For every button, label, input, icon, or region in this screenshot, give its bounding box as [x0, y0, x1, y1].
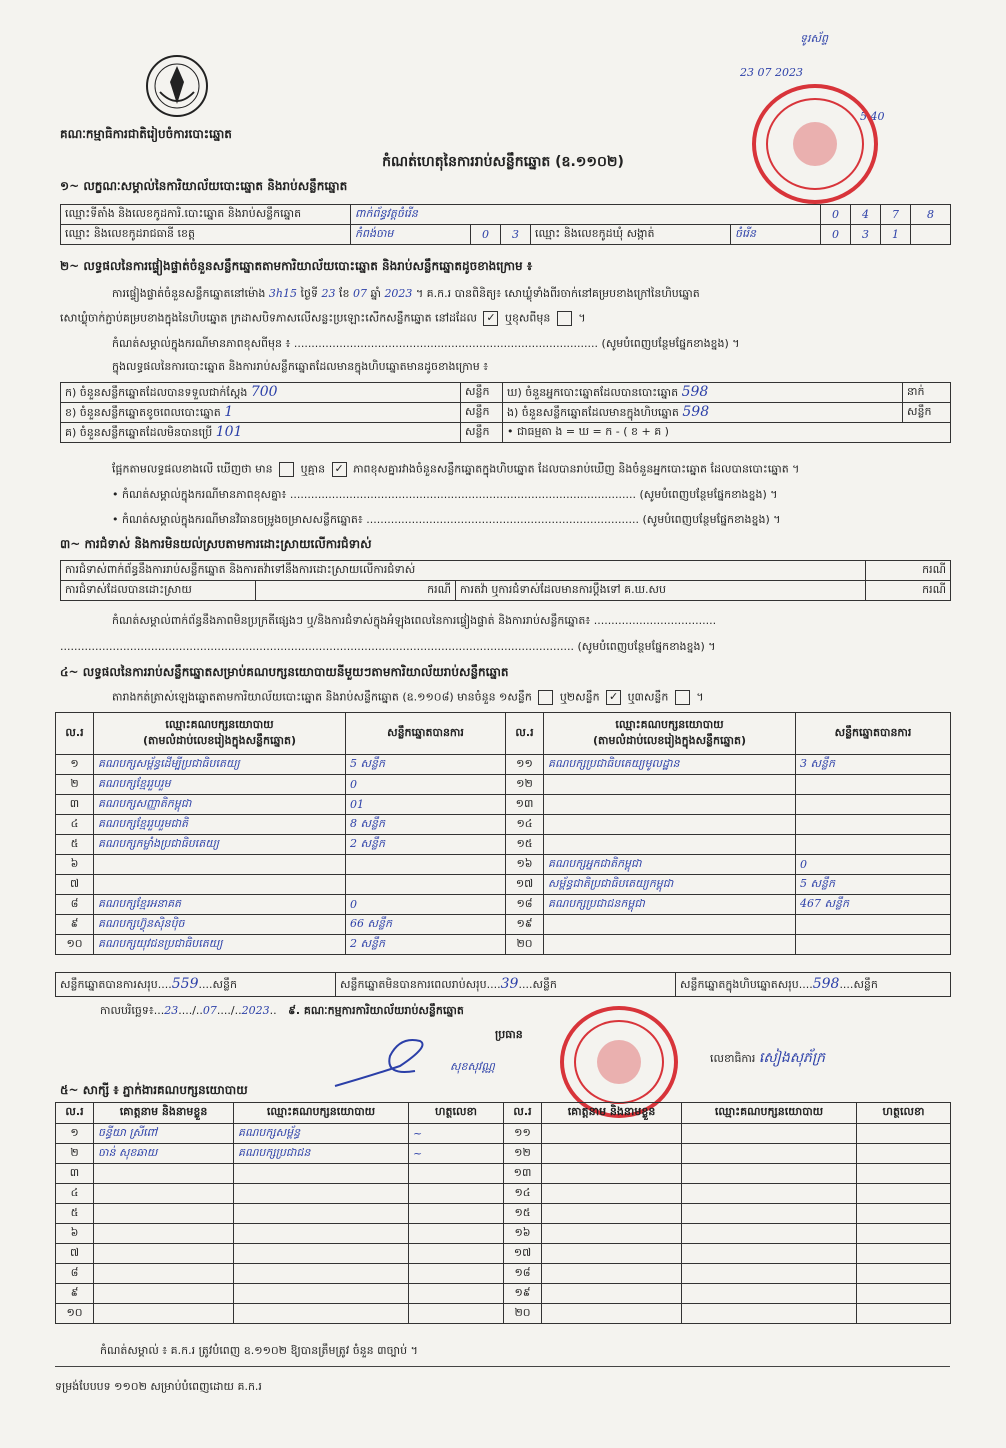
witness-party — [682, 1144, 857, 1164]
party-votes — [796, 835, 951, 855]
nec-emblem-icon — [140, 52, 214, 118]
site-code-2: 4 — [851, 205, 881, 225]
party-no: ២០ — [506, 935, 544, 955]
party-name — [544, 775, 796, 795]
hw-top-date: 23 07 2023 — [740, 66, 803, 79]
witness-no: ៣ — [56, 1164, 94, 1184]
witness-signature — [409, 1304, 504, 1324]
party-name — [94, 855, 346, 875]
party-votes — [796, 915, 951, 935]
verify-day: 23 — [321, 287, 336, 300]
party-name: គណបក្សខ្មែររួបរួម — [94, 775, 346, 795]
seal-check-line: សោឃ្លុំចាក់ភ្ជាប់គម្របខាងក្នុងនៃហិបឆ្នោត ក្រដាសបិទភាសលើសន្លះប្រឡោះសើកសន្លឹកឆ្នោត នៅដដែល ✓ ឬខុសពីមុន ។ — [60, 311, 586, 325]
table-row — [56, 775, 951, 795]
party-name — [544, 935, 796, 955]
table-row — [56, 875, 951, 895]
footer-text: ទម្រង់បែបបទ ១១០២ សម្រាប់បំពេញដោយ គ.ក.រ — [55, 1380, 262, 1393]
province-label: ឈ្មោះ និងលេខកូដរាជធានី ខេត្ត — [61, 225, 351, 245]
witness-name — [94, 1164, 234, 1184]
province-code-2: 3 — [501, 225, 531, 245]
witness-name — [94, 1284, 234, 1304]
commune-code-1: 0 — [821, 225, 851, 245]
total-in-box: 598 — [812, 975, 840, 992]
witness-no: ៧ — [56, 1244, 94, 1264]
witness-no: ១៦ — [504, 1224, 542, 1244]
verify-month: 07 — [352, 287, 367, 300]
witness-no: ១៧ — [504, 1244, 542, 1264]
witness-name — [542, 1264, 682, 1284]
spoiled-ballots: 1 — [224, 403, 234, 420]
party-votes: 3 សន្លឹក — [796, 755, 951, 775]
witness-party — [234, 1244, 409, 1264]
witness-signature — [409, 1204, 504, 1224]
witness-party — [682, 1184, 857, 1204]
witness-party — [682, 1244, 857, 1264]
witness-signature — [857, 1124, 951, 1144]
date-line: កាលបរិច្ឆេទ៖...23..../..07..../..2023.. ៩. គណៈកម្មការការិយាល័យរាប់សន្លឹកឆ្នោត — [100, 1004, 464, 1017]
total-valid: 559 — [171, 975, 199, 992]
party-no: ១០ — [56, 935, 94, 955]
party-votes — [346, 875, 506, 895]
same-checkbox[interactable]: ✓ — [483, 311, 498, 326]
table-row — [56, 1284, 951, 1304]
witness-name — [94, 1244, 234, 1264]
witness-signature — [857, 1144, 951, 1164]
witness-party — [234, 1224, 409, 1244]
hw-top-time: 5.40 — [860, 110, 885, 123]
witness-signature — [857, 1164, 951, 1184]
diff-note-line: កំណត់សម្គាល់ក្នុងករណីមានភាពខុសពីមុន ៖ ....................................................................................... (សូមបំពេញបន្ថែមផ្នែកខាងខ្នង) ។ — [112, 337, 740, 350]
witness-name — [542, 1284, 682, 1304]
table-row — [56, 1184, 951, 1204]
irregularity-fill: ................................................................................................................................................... (សូមបំពេញបន្ថែមផ្នែកខាងខ្នង) ។ — [60, 640, 716, 653]
party-name — [94, 875, 346, 895]
party-no: ៥ — [56, 835, 94, 855]
party-no: ១៥ — [506, 835, 544, 855]
party-no: ២ — [56, 775, 94, 795]
no-diff-checkbox[interactable]: ✓ — [332, 462, 347, 477]
party-no: ៣ — [56, 795, 94, 815]
witness-party — [234, 1304, 409, 1324]
party-votes — [796, 815, 951, 835]
party-name: គណបក្សប្រជាធិបតេយ្យមូលដ្ឋាន — [544, 755, 796, 775]
party-votes: 8 សន្លឹក — [346, 815, 506, 835]
secretary-line: លេខាធិការ សៀងសុភ័ក្រ — [710, 1050, 825, 1066]
discrepancy-line: ផ្អែកតាមលទ្ធផលខាងលើ ឃើញថា មាន ឬគ្មាន ✓ ភាពខុសគ្នារវាងចំនួនសន្លឹកឆ្នោតក្នុងហិបឆ្នោត ដែលបានរាប់ឃើញ និងចំនួនអ្នកបោះឆ្នោត ដែលបានបោះឆ្នោត ។ — [112, 462, 800, 476]
witness-no: ១២ — [504, 1144, 542, 1164]
witness-no: ២០ — [504, 1304, 542, 1324]
ballots-in-box: 598 — [682, 403, 710, 420]
witness-signature — [409, 1184, 504, 1204]
witness-name — [542, 1224, 682, 1244]
party-no: ១៤ — [506, 815, 544, 835]
diff-bullet-1: • កំណត់សម្គាល់ក្នុងករណីមានភាពខុសគ្នា៖ ................................................................................................... (សូមបំពេញបន្ថែមផ្នែកខាងខ្នង) ។ — [112, 488, 778, 501]
party-no: ៧ — [56, 875, 94, 895]
hw-top-note: ទូរស័ព្ទ — [800, 32, 828, 45]
party-votes: 0 — [346, 775, 506, 795]
table-row — [56, 895, 951, 915]
table-row — [56, 1204, 951, 1224]
witness-party — [682, 1264, 857, 1284]
party-no: ៩ — [56, 915, 94, 935]
party-votes — [796, 775, 951, 795]
witness-no: ១៥ — [504, 1204, 542, 1224]
witness-party — [682, 1304, 857, 1324]
party-votes: 5 សន្លឹក — [796, 875, 951, 895]
party-no: ៤ — [56, 815, 94, 835]
irregularity-note: កំណត់សម្គាល់ពាក់ព័ន្ធនឹងភាពមិនប្រក្រតីផ្សេងៗ ឬ/និងការជំទាស់ក្នុងអំឡុងពេលនៃការផ្ទៀងផ្ទាត់ និងការរាប់សន្លឹកឆ្នោត៖ ................................... — [112, 614, 717, 627]
party-no: ១៨ — [506, 895, 544, 915]
chair-signature: សុខសុវណ្ណ — [450, 1060, 495, 1073]
witness-party — [682, 1124, 857, 1144]
witness-no: ៤ — [56, 1184, 94, 1204]
two-sheet-checkbox[interactable]: ✓ — [606, 690, 621, 705]
witness-party: គណបក្សប្រជាជន — [234, 1144, 409, 1164]
verify-year: 2023 — [384, 287, 413, 300]
witness-party — [234, 1284, 409, 1304]
witness-name: ចាន់ សុខឆាយ — [94, 1144, 234, 1164]
section3-title: ៣~ ការជំទាស់ និងការមិនយល់ស្របតាមការដោះស្រាយលើការជំទាស់ — [60, 537, 372, 551]
three-sheet-checkbox[interactable] — [675, 690, 690, 705]
witness-signature — [409, 1284, 504, 1304]
table-row — [56, 795, 951, 815]
party-votes: 0 — [796, 855, 951, 875]
table-row — [56, 935, 951, 955]
witness-name — [542, 1304, 682, 1324]
total-invalid: 39 — [500, 975, 519, 992]
unused-ballots: 101 — [215, 423, 243, 440]
witness-signature — [857, 1284, 951, 1304]
witness-table: ល.រ គោត្តនាម និងនាមខ្លួន ឈ្មោះគណបក្សនយោបាយ ហត្ថលេខា ល.រ គោត្តនាម និងនាមខ្លួន ឈ្មោះគណបក្សនយោបាយ ហត្ថលេខា ១ ចន្ធីយា ស្រីពៅ គណបក្សសម្ព័ន្ធ ~ ១១ ២ ចាន់ សុខឆាយ គណបក្សប្រជាជន ~ ១២ ៣ ១៣ ៤ ១៤ ៥ ១៥ ៦ ១៦ ៧ ១៧ ៨ ១៨ ៩ ១៩ ១០ ២០ — [55, 1102, 951, 1324]
table-row — [56, 815, 951, 835]
witness-name — [94, 1264, 234, 1284]
objection-resolved: ការជំទាស់ដែលបានដោះស្រាយ — [61, 581, 256, 601]
verify-time: 3h15 — [268, 287, 297, 300]
witness-name — [542, 1164, 682, 1184]
objection-table: ការជំទាស់ពាក់ព័ន្ធនឹងការរាប់សន្លឹកឆ្នោត និងការតវ៉ាទៅនឹងការដោះស្រាយលើការជំទាស់ ករណី ការជំទាស់ដែលបានដោះស្រាយ ករណី ការតវ៉ា ឬការជំទាស់ដែលមានការប្តឹងទៅ គ.ឃ.សប ករណី — [60, 560, 951, 601]
party-name: គណបក្សហ៊្វុនស៊ិនប៉ិច — [94, 915, 346, 935]
witness-signature — [857, 1204, 951, 1224]
party-no: ១១ — [506, 755, 544, 775]
witness-signature — [409, 1224, 504, 1244]
witness-no: ៥ — [56, 1204, 94, 1224]
table-row — [56, 1264, 951, 1284]
witness-party — [234, 1204, 409, 1224]
verify-time-line: ការផ្ទៀងផ្ទាត់ចំនួនសន្លឹកឆ្នោតនៅម៉ោង 3h15 ថ្ងៃទី 23 ខែ 07 ឆ្នាំ 2023 ។ គ.ក.រ បានពិនិត្យ៖ សោឃ្លុំទាំងពីរចាក់នៅគម្របខាងក្រៅនៃហិបឆ្នោត — [112, 287, 700, 300]
party-votes: 66 សន្លឹក — [346, 915, 506, 935]
official-stamp-top — [752, 84, 878, 204]
formula: • ជាធម្មតា ង = ឃ = ក - ( ខ + គ ) — [503, 423, 951, 443]
table-row — [56, 1244, 951, 1264]
party-name: គណបក្សខ្មែររួបរួមជាតិ — [94, 815, 346, 835]
one-sheet-checkbox[interactable] — [538, 690, 553, 705]
commune-code-3: 1 — [881, 225, 911, 245]
party-name — [544, 795, 796, 815]
party-votes: 0 — [346, 895, 506, 915]
party-votes: 467 សន្លឹក — [796, 895, 951, 915]
section5-title: ៥~ សាក្សី ៖ ភ្នាក់ងារគណបក្សនយោបាយ — [60, 1083, 248, 1097]
witness-name — [94, 1204, 234, 1224]
party-no: ១២ — [506, 775, 544, 795]
objection-appealed: ការតវ៉ា ឬការជំទាស់ដែលមានការប្តឹងទៅ គ.ឃ.សប — [456, 581, 866, 601]
form-title: កំណត់ហេតុនៃការរាប់សន្លឹកឆ្នោត (ឧ.១១០២) — [382, 154, 624, 170]
section1-title: ១~ លក្ខណៈសម្គាល់នៃការិយាល័យបោះឆ្នោត និងរាប់សន្លឹកឆ្នោត — [60, 179, 348, 193]
witness-party — [682, 1284, 857, 1304]
witness-no: ១ — [56, 1124, 94, 1144]
party-name: គណបក្សយុវជនប្រជាធិបតេយ្យ — [94, 935, 346, 955]
witness-no: ៩ — [56, 1284, 94, 1304]
party-name: គណបក្សប្រជាជនកម្ពុជា — [544, 895, 796, 915]
witness-name — [542, 1144, 682, 1164]
voters-count: 598 — [681, 383, 709, 400]
committee-name: គណៈកម្មាធិការជាតិរៀបចំការបោះឆ្នោត — [60, 127, 232, 141]
table-row — [56, 1224, 951, 1244]
table-row — [56, 835, 951, 855]
party-name: គណបក្សខ្មែរអនាគត — [94, 895, 346, 915]
party-no: ១ — [56, 755, 94, 775]
party-name: គណបក្សកម្លាំងប្រជាធិបតេយ្យ — [94, 835, 346, 855]
witness-no: ១៣ — [504, 1164, 542, 1184]
secretary-signature: សៀងសុភ័ក្រ — [758, 1050, 825, 1066]
commune-code-2: 3 — [851, 225, 881, 245]
table-row — [56, 915, 951, 935]
site-code-3: 7 — [881, 205, 911, 225]
party-no: ៦ — [56, 855, 94, 875]
witness-signature — [857, 1304, 951, 1324]
party-no: ១៦ — [506, 855, 544, 875]
diff-bullet-2: • កំណត់សម្គាល់ក្នុងករណីមានវិធានចម្រូងចម្រាសសន្លឹកឆ្នោត៖ .............................................................................. (សូមបំពេញបន្ថែមផ្នែកខាងខ្នង) ។ — [112, 513, 781, 526]
party-votes — [796, 935, 951, 955]
party-votes: 5 សន្លឹក — [346, 755, 506, 775]
witness-no: ១៤ — [504, 1184, 542, 1204]
witness-no: ១១ — [504, 1124, 542, 1144]
party-results-table: ល.រ ឈ្មោះគណបក្សនយោបាយ (តាមលំដាប់លេខរៀងក្នុងសន្លឹកឆ្នោត) សន្លឹកឆ្នោតបានការ ល.រ ឈ្មោះគណបក្សនយោបាយ (តាមលំដាប់លេខរៀងក្នុងសន្លឹកឆ្នោត) សន្លឹកឆ្នោតបានការ ១ គណបក្សសម្ព័ន្ធដើម្បីប្រជាធិបតេយ្យ 5 សន្លឹក ១១ គណបក្សប្រជាធិបតេយ្យមូលដ្ឋាន 3 សន្លឹក ២ គណបក្សខ្មែររួបរួម 0 ១២ ៣ គណបក្សសញ្ញាតិកម្ពុជា 01 ១៣ ៤ គណបក្សខ្មែររួបរួមជាតិ 8 សន្លឹក ១៤ ៥ គណបក្សកម្លាំងប្រជាធិបតេយ្យ 2 សន្លឹក ១៥ ៦ ១៦ គណបក្សអ្នកជាតិកម្ពុជា 0 ៧ ១៧ សម្ព័ន្ធជាតិប្រជាធិបតេយ្យកម្ពុជា 5 សន្លឹក ៨ គណបក្សខ្មែរអនាគត 0 ១៨ គណបក្សប្រជាជនកម្ពុជា 467 សន្លឹក ៩ គណបក្សហ៊្វុនស៊ិនប៉ិច 66 សន្លឹក ១៩ ១០ គណបក្សយុវជនប្រជាធិបតេយ្យ 2 សន្លឹក ២០ — [55, 712, 951, 955]
witness-no: ១៩ — [504, 1284, 542, 1304]
has-diff-checkbox[interactable] — [279, 462, 294, 477]
section2-title: ២~ លទ្ធផលនៃការផ្ទៀងផ្ទាត់ចំនួនសន្លឹកឆ្នោតតាមការិយាល័យបោះឆ្នោត និងរាប់សន្លឹកឆ្នោតដូចខាងក្រោម ៖ — [60, 259, 533, 273]
site-value: ពាក់ព័ន្ធវត្តចំរើន — [351, 205, 821, 225]
table-row — [56, 1124, 951, 1144]
witness-no: ២ — [56, 1144, 94, 1164]
witness-name — [542, 1184, 682, 1204]
witness-party — [234, 1184, 409, 1204]
party-no: ៨ — [56, 895, 94, 915]
witness-name — [542, 1204, 682, 1224]
province-code-1: 0 — [471, 225, 501, 245]
ballot-count-table: ក) ចំនួនសន្លឹកឆ្នោតដែលបានទទួលជាក់ស្តែង 700 សន្លឹក ឃ) ចំនួនអ្នកបោះឆ្នោតដែលបានបោះឆ្នោត 598 នាក់ ខ) ចំនួនសន្លឹកឆ្នោតខូចពេលបោះឆ្នោត 1 សន្លឹក ង) ចំនួនសន្លឹកឆ្នោតដែលមានក្នុងហិបឆ្នោត 598 សន្លឹក គ) ចំនួនសន្លឹកឆ្នោតដែលមិនបានប្រើ 101 សន្លឹក • ជាធម្មតា ង = ឃ = ក - ( ខ + គ ) — [60, 382, 951, 443]
party-name: គណបក្សសញ្ញាតិកម្ពុជា — [94, 795, 346, 815]
party-no: ១៧ — [506, 875, 544, 895]
witness-signature — [857, 1244, 951, 1264]
sheets-count-line: តារាងកត់ត្រាស់ឡេងឆ្នោតតាមការិយាល័យបោះឆ្នោត និងរាប់សន្លឹកឆ្នោត (ឧ.១១០៨) មានចំនួន ១សន្លឹក ឬ២សន្លឹក ✓ ឬ៣សន្លឹក ។ — [112, 690, 704, 704]
table-row — [56, 1144, 951, 1164]
party-votes — [346, 855, 506, 875]
party-name: គណបក្សសម្ព័ន្ធដើម្បីប្រជាធិបតេយ្យ — [94, 755, 346, 775]
witness-no: ១៨ — [504, 1264, 542, 1284]
different-checkbox[interactable] — [557, 311, 572, 326]
witness-signature: ~ — [409, 1124, 504, 1144]
totals-table: សន្លឹកឆ្នោតបានការសរុប....559....សន្លឹក សន្លឹកឆ្នោតមិនបានការពេលរាប់សរុប....39....សន្លឹក សន្លឹកឆ្នោតក្នុងហិបឆ្នោតសរុប....598....សន្លឹក — [55, 972, 951, 997]
party-votes: 2 សន្លឹក — [346, 835, 506, 855]
witness-no: ៦ — [56, 1224, 94, 1244]
section4-title: ៤~ លទ្ធផលនៃការរាប់សន្លឹកឆ្នោតសម្រាប់គណបក្សនយោបាយនីមួយៗតាមការិយាល័យរាប់សន្លឹកឆ្នោត — [60, 665, 509, 679]
party-no: ១៣ — [506, 795, 544, 815]
site-code-1: 0 — [821, 205, 851, 225]
party-name — [544, 915, 796, 935]
objection-row-1: ការជំទាស់ពាក់ព័ន្ធនឹងការរាប់សន្លឹកឆ្នោត និងការតវ៉ាទៅនឹងការដោះស្រាយលើការជំទាស់ — [61, 561, 866, 581]
witness-party — [682, 1164, 857, 1184]
footer-divider — [55, 1366, 950, 1367]
province-value: កំពង់ចាម — [351, 225, 471, 245]
witness-signature — [857, 1184, 951, 1204]
witness-signature — [409, 1264, 504, 1284]
party-name — [544, 815, 796, 835]
witness-party — [682, 1224, 857, 1244]
party-votes — [796, 795, 951, 815]
party-name — [544, 835, 796, 855]
witness-party: គណបក្សសម្ព័ន្ធ — [234, 1124, 409, 1144]
commune-label: ឈ្មោះ និងលេខកូដឃុំ សង្កាត់ — [531, 225, 731, 245]
commune-value: ចំរើន — [731, 225, 821, 245]
witness-party — [234, 1264, 409, 1284]
section1-table — [60, 204, 951, 245]
witness-signature — [409, 1244, 504, 1264]
witness-signature — [857, 1264, 951, 1284]
witness-note: កំណត់សម្គាល់ ៖ គ.ក.រ ត្រូវបំពេញ ឧ.១១០២ ឱ្យបានត្រឹមត្រូវ ចំនួន ៣ច្បាប់ ។ — [100, 1344, 418, 1357]
party-no: ១៩ — [506, 915, 544, 935]
table-row — [56, 855, 951, 875]
table-row — [56, 1164, 951, 1184]
witness-name — [94, 1304, 234, 1324]
witness-name — [94, 1184, 234, 1204]
witness-name — [542, 1124, 682, 1144]
witness-signature — [857, 1224, 951, 1244]
witness-name: ចន្ធីយា ស្រីពៅ — [94, 1124, 234, 1144]
witness-party — [234, 1164, 409, 1184]
party-votes: 2 សន្លឹក — [346, 935, 506, 955]
site-label: ឈ្មោះទីតាំង និងលេខកូដការិ.បោះឆ្នោត និងរាប់សន្លឹកឆ្នោត — [61, 205, 351, 225]
witness-no: ៨ — [56, 1264, 94, 1284]
witness-signature — [409, 1164, 504, 1184]
chair-label: ប្រធាន — [495, 1028, 523, 1041]
table-row — [56, 755, 951, 775]
site-code-4: 8 — [911, 205, 951, 225]
party-name: គណបក្សអ្នកជាតិកម្ពុជា — [544, 855, 796, 875]
party-name: សម្ព័ន្ធជាតិប្រជាធិបតេយ្យកម្ពុជា — [544, 875, 796, 895]
received-ballots: 700 — [250, 383, 278, 400]
table-row — [56, 1304, 951, 1324]
party-votes: 01 — [346, 795, 506, 815]
witness-party — [682, 1204, 857, 1224]
witness-no: ១០ — [56, 1304, 94, 1324]
chair-signature-icon — [330, 1036, 450, 1096]
results-intro: ក្នុងលទ្ធផលនៃការបោះឆ្នោត និងការរាប់សន្លឹកឆ្នោតដែលមានក្នុងហិបឆ្នោតមានដូចខាងក្រោម ៖ — [112, 360, 489, 373]
witness-name — [94, 1224, 234, 1244]
witness-name — [542, 1244, 682, 1264]
witness-signature: ~ — [409, 1144, 504, 1164]
